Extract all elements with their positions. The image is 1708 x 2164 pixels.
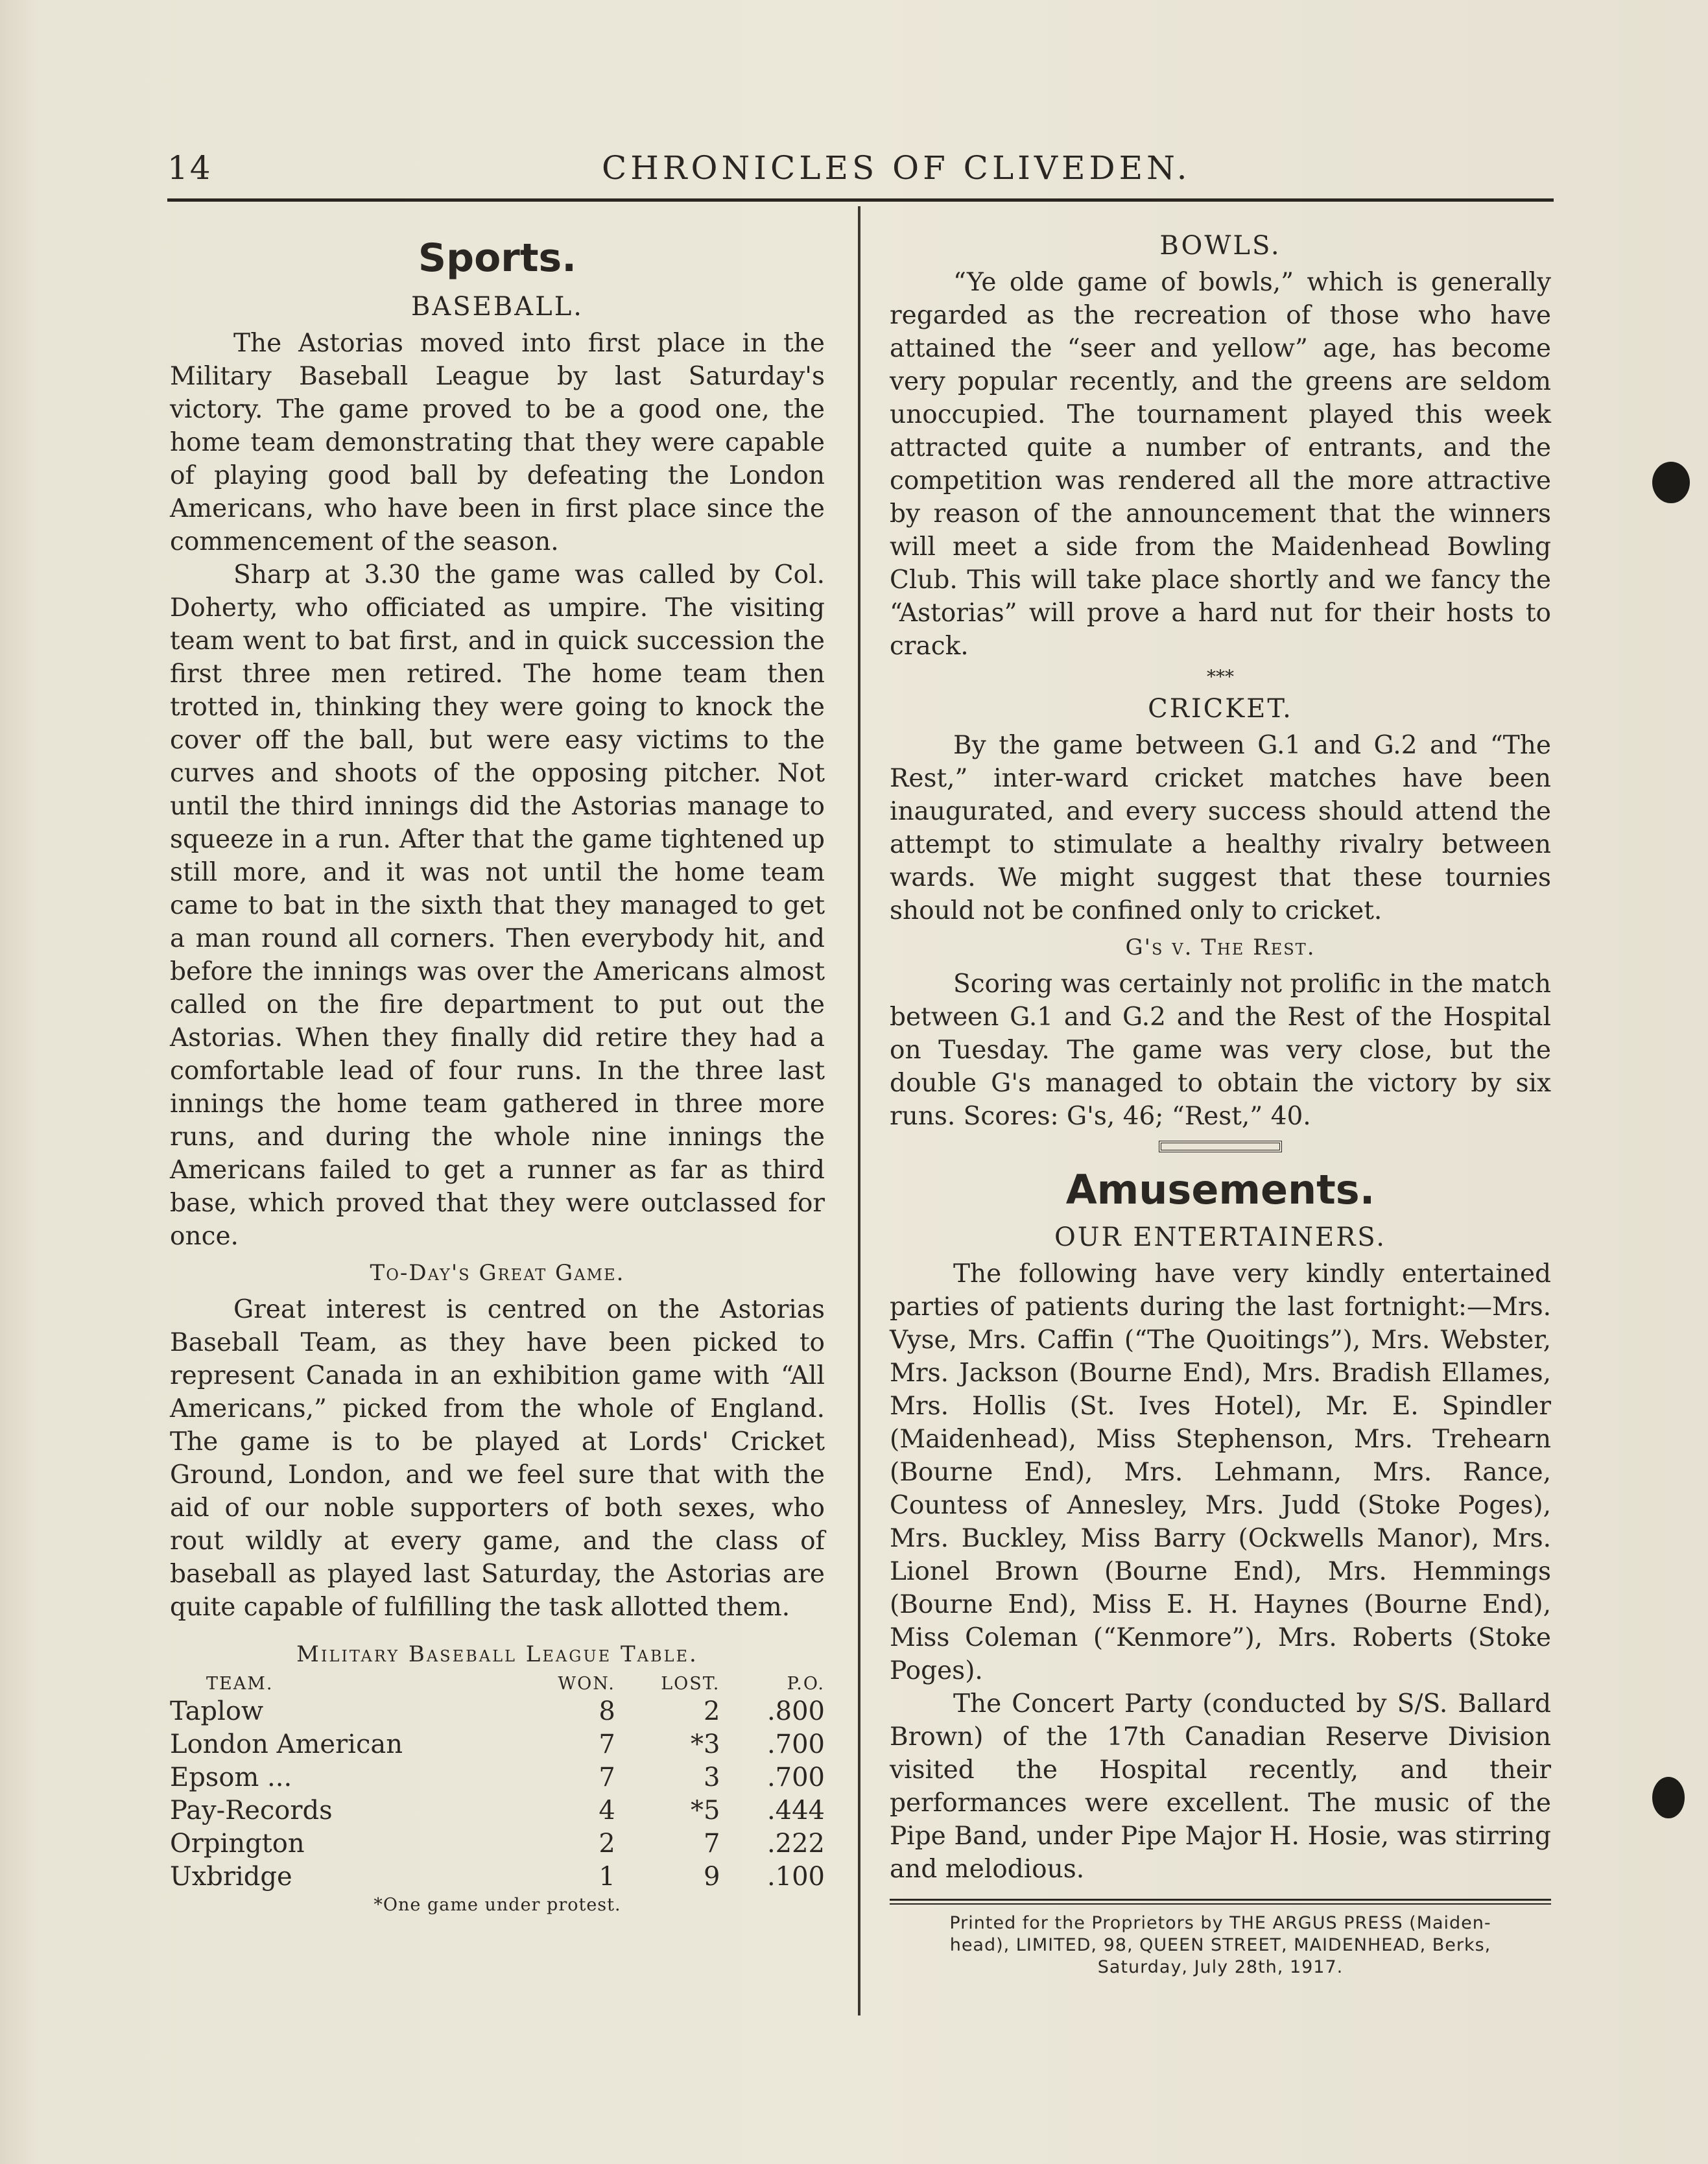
league-table [170,1673,825,1894]
team-lost: 2 [703,1696,720,1726]
printer-line-3: Saturday, July 28th, 1917. [1097,1957,1344,1977]
col-header-po: P.O. [787,1674,825,1694]
team-lost: 7 [703,1829,720,1859]
team-lost: *3 [690,1730,720,1759]
team-won: 7 [599,1730,615,1759]
great-game-paragraph: Great interest is centred on the Astorias Baseball Team, as they have been picked to represent Canada in an exhibition game with “All Americans,” picked from the whole of England. The game is to be played at Lords' Cricket Ground, London, and we feel sure that with the aid of our noble supporters of both sexes, who rout wildly at every game, and the class of baseball as played last Saturday, the Astorias are quite capable of fulfilling the task allotted them. [170,1295,825,1622]
team-po: .800 [766,1696,825,1726]
league-table-heading: Military Baseball League Table. [296,1641,698,1667]
table-row [170,1794,825,1827]
team-name: Epsom ... [170,1763,292,1792]
publication-title: CHRONICLES OF CLIVEDEN. [602,149,1191,187]
baseball-paragraph-1: The Astorias moved into first place in the Military Baseball League by last Saturday's victory. The game proved to be a good one, the home team demonstrating that they were capable of playing good ball by defeating the London Americans, who have been in first place since the commencement of the season. [170,329,825,556]
team-name: London American [170,1730,403,1759]
team-name: Uxbridge [170,1862,292,1892]
team-won: 7 [599,1763,615,1792]
table-row [170,1827,825,1861]
league-table-header-row [170,1673,825,1695]
bowls-paragraph: “Ye olde game of bowls,” which is generally regarded as the recreation of those who have attained the “seer and yellow” age, has become very popular recently, and the greens are seldom unoccupied. The tournament played this week attracted quite a number of entrants, and the competition was rendered all the more attractive by reason of the announcement that the winners will meet a side from the Maidenhead Bowling Club. This will take place shortly and we fancy the “Astorias” will prove a hard nut for their hosts to crack. [890,268,1551,661]
team-lost: 3 [703,1763,720,1792]
team-won: 1 [599,1862,615,1892]
table-row [170,1861,825,1894]
team-po: .222 [766,1829,825,1859]
printer-line-1: Printed for the Proprietors by THE ARGUS PRESS (Maiden- [949,1913,1491,1933]
entertainers-heading: OUR ENTERTAINERS. [1054,1222,1386,1252]
column-divider [858,206,860,2015]
bowls-heading: BOWLS. [1159,231,1281,261]
table-row [170,1695,825,1728]
cricket-match-heading: G's v. The Rest. [1125,934,1316,960]
great-game-heading: To-Day's Great Game. [370,1260,625,1286]
sports-heading: Sports. [418,235,577,281]
col-header-team: TEAM. [206,1674,274,1694]
col-header-lost: LOST. [661,1674,720,1694]
team-lost: 9 [703,1862,720,1892]
right-column [890,228,1551,1979]
team-name: Orpington [170,1829,305,1859]
page-number: 14 [167,149,213,187]
league-table-footnote: *One game under protest. [374,1895,621,1915]
amusements-heading: Amusements. [1065,1166,1375,1213]
table-row [170,1728,825,1761]
baseball-paragraph-2: Sharp at 3.30 the game was called by Col. Doherty, who officiated as umpire. The visiting team went to bat first, and in quick succession the first three men retired. The home team then trotted in, thinking they were going to knock the cover off the ball, but were easy victims to the curves and shoots of the opposing pitcher. Not until the third innings did the Astorias manage to squeeze in a run. After that the game tightened up still more, and it was not until the home team came to bat in the sixth that they managed to get a man round all corners. Then everybody hit, and before the innings was over the Americans almost called on the fire department to put out the Astorias. When they finally did retire they had a comfortable lead of four runs. In the three last innings the home team gathered in three more runs, and during the whole nine innings the Americans failed to get a runner as far as third base, which proved that they were outclassed for once. [170,560,825,1251]
header-rule [167,198,1554,202]
team-po: .700 [766,1730,825,1759]
printer-line-2: head), LIMITED, 98, QUEEN STREET, MAIDENHEAD, Berks, [949,1935,1491,1955]
table-row [170,1761,825,1794]
binding-hole [1652,462,1690,503]
team-won: 8 [599,1696,615,1726]
binding-hole [1652,1777,1685,1818]
left-column [170,233,825,1917]
page-header [167,144,1554,188]
cricket-match-paragraph: Scoring was certainly not prolific in the match between G.1 and G.2 and the Rest of the Hospital on Tuesday. The game was very close, but the double G's managed to obtain the victory by six runs. Scores: G's, 46; “Rest,” 40. [890,969,1551,1131]
team-po: .700 [766,1763,825,1792]
entertainers-paragraph: The following have very kindly entertained parties of patients during the last fortnight:—Mrs. Vyse, Mrs. Caffin (“The Quoitings”), Mrs. Webster, Mrs. Jackson (Bourne End), Mrs. Bradish Ellames, Mrs. Hollis (St. Ives Hotel), Mr. E. Spindler (Maidenhead), Miss Stephenson, Mrs. Trehearn (Bourne End), Mrs. Lehmann, Mrs. Rance, Countess of Annesley, Mrs. Judd (Stoke Poges), Mrs. Buckley, Miss Barry (Ockwells Manor), Mrs. Lionel Brown (Bourne End), Mrs. Hemmings (Bourne End), Miss E. H. Haynes (Bourne End), Miss Coleman (“Kenmore”), Mrs. Roberts (Stoke Poges). [890,1259,1551,1685]
team-po: .444 [766,1796,825,1825]
team-name: Pay-Records [170,1796,333,1825]
team-name: Taplow [170,1696,264,1726]
team-lost: *5 [690,1796,720,1825]
baseball-heading: BASEBALL. [410,292,584,322]
printer-rule-thin [890,1903,1551,1905]
cricket-paragraph: By the game between G.1 and G.2 and “The Rest,” inter-ward cricket matches have been inaugurated, and every success should attend the attempt to stimulate a healthy rivalry between wards. We might suggest that these tournies should not be confined only to cricket. [890,731,1551,925]
cricket-heading: CRICKET. [1148,694,1293,724]
team-won: 2 [599,1829,615,1859]
section-separator: *** [1207,666,1234,687]
col-header-won: WON. [558,1674,615,1694]
printer-imprint [890,1912,1551,1979]
concert-party-paragraph: The Concert Party (conducted by S/S. Ballard Brown) of the 17th Canadian Reserve Division visited the Hospital recently, and their performances were excellent. The music of the Pipe Band, under Pipe Major H. Hosie, was stirring and melodious. [890,1689,1551,1884]
ornamental-rule [1159,1141,1282,1152]
printer-rule [890,1899,1551,1901]
team-won: 4 [599,1796,615,1825]
team-po: .100 [766,1862,825,1892]
